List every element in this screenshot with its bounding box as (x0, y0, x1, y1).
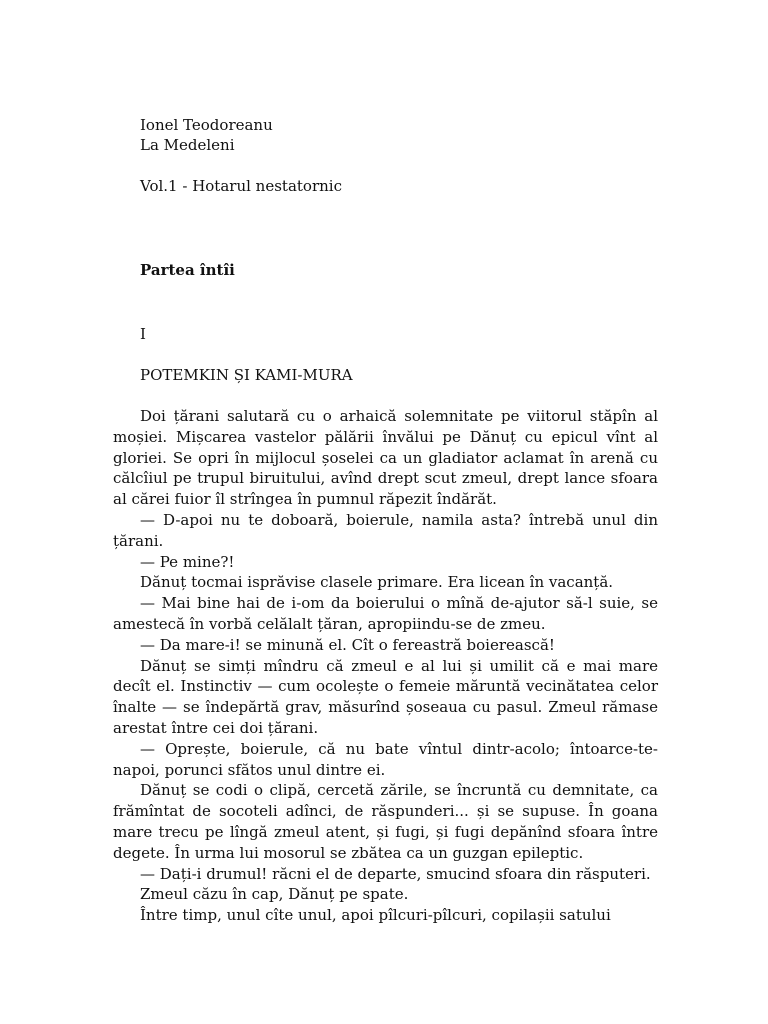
paragraph: — D-apoi nu te doboară, boierule, namila asta? întrebă unul din țărani. (113, 510, 658, 550)
paragraph: — Pe mine?! (140, 552, 235, 571)
chapter-title: POTEMKIN ȘI KAMI-MURA (140, 366, 353, 384)
paragraph: — Da mare-i! se minună el. Cît o fereastră boierească! (140, 635, 555, 654)
paragraph: — Mai bine hai de i-om da boierului o mînă de-ajutor să-l suie, se amestecă în vorbă celălalt țăran, apropiindu-se de zmeu. (113, 594, 658, 633)
paragraph: Doi țărani salutară cu o arhaică solemnitate pe viitorul stăpîn al moșiei. Mișcarea vastelor pălării învălui pe Dănuț cu epicul vînt al gloriei. Se opri în mijlocul șoselei ca un gladiator aclamat în arenă cu călcîiul pe trupul biruitului, avînd drept scut zmeul, drept lance sfoara al cărei fuior îl strîngea în pumnul răpezit îndărăt. (113, 407, 658, 509)
paragraph: Dănuț se simți mîndru că zmeul e al lui și umilit că e mai mare decît el. Instinctiv — cum ocolește o femeie măruntă vecinătatea celor înalte — se îndepărtă grav, măsurînd șoseaua cu pasul. Zmeul rămase arestat între cei doi țărani. (113, 656, 658, 737)
book-title: La Medeleni (140, 136, 235, 154)
author-name: Ionel Teodoreanu (140, 116, 273, 134)
part-heading: Partea întîi (140, 261, 235, 279)
chapter-number: I (140, 325, 146, 343)
paragraph: Zmeul căzu în cap, Dănuț pe spate. (140, 885, 409, 904)
chapter-body (113, 406, 658, 926)
paragraph: — Dați-i drumul! răcni el de departe, smucind sfoara din răsputeri. (140, 864, 651, 883)
paragraph: Între timp, unul cîte unul, apoi pîlcuri-pîlcuri, copilașii satului (140, 906, 611, 925)
volume-title: Vol.1 - Hotarul nestatornic (140, 177, 342, 195)
paragraph: Dănuț tocmai isprăvise clasele primare. Era licean în vacanță. (140, 573, 614, 592)
paragraph: — Oprește, boierule, că nu bate vîntul dintr-acolo; întoarce-te-napoi, porunci sfătos unul dintre ei. (113, 739, 658, 779)
paragraph: Dănuț se codi o clipă, cercetă zările, se încruntă cu demnitate, ca frămîntat de socoteli adînci, de răspunderi... și se supuse. În goana mare trecu pe lîngă zmeul atent, și fugi, și fugi depănînd sfoara între degete. În urma lui mosorul se zbătea ca un guzgan epileptic. (113, 781, 658, 862)
